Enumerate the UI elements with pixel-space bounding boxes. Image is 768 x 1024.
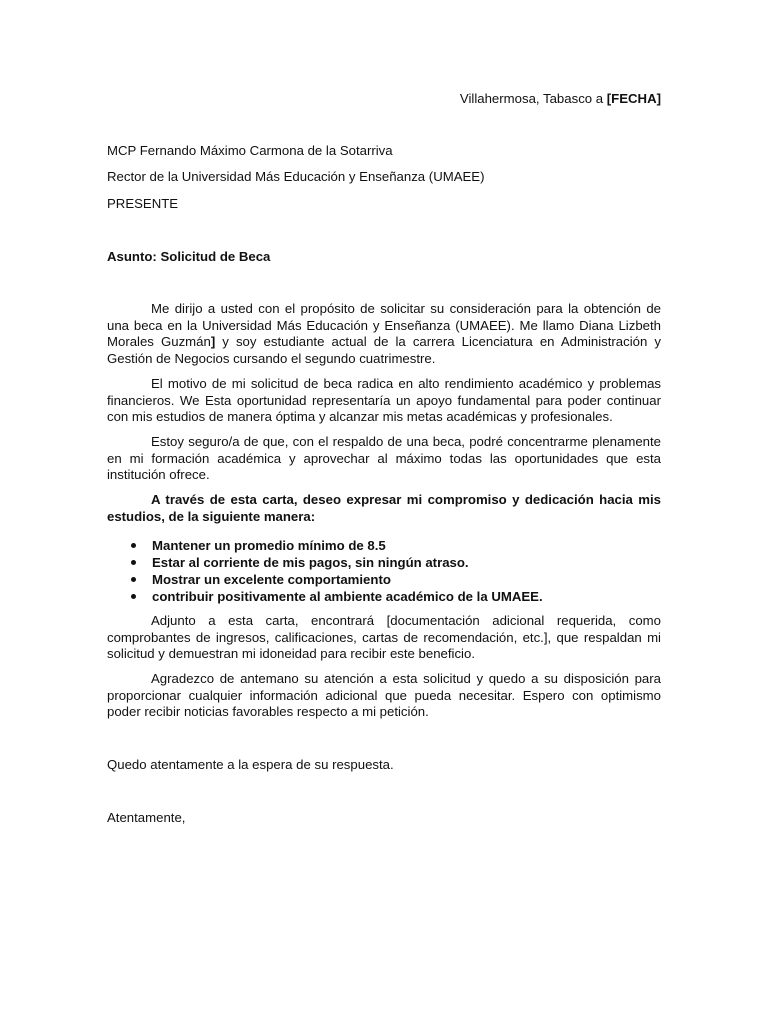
paragraph-seguro-text: Estoy seguro/a de que, con el respaldo de una beca, podré concentrarme plenamente en mi formación académica y aprovechar al máximo todas las oportunidades que esta institución ofrece. [107,434,661,483]
paragraph-agradezco-text: Agradezco de antemano su atención a esta solicitud y quedo a su disposición para proporcionar cualquier información adicional que pueda necesitar. Espero con optimismo poder recibir noticias favorables respecto a mi petición. [107,671,661,720]
paragraph-adjunto-text: Adjunto a esta carta, encontrará [documentación adicional requerida, como comprobantes de ingresos, calificaciones, cartas de recomendación, etc.], que respaldan mi solicitud y demuestran mi idoneidad para recibir este beneficio. [107,613,661,662]
place-date-text: Villahermosa, Tabasco a [459,91,607,106]
bullet-icon [131,594,136,599]
subject-line: Asunto: Solicitud de Beca [107,249,271,264]
paragraph-agradezco [107,671,661,721]
place-date-line [460,91,661,107]
list-item: contribuir positivamente al ambiente académico de la UMAEE. [107,588,661,605]
paragraph-intro-bracket: ] [210,334,216,350]
paragraph-intro-text-b: y soy estudiante actual de la carrera Licenciatura en Administración y Gestión de Negocios cursando el segundo cuatrimestre. [107,334,661,366]
paragraph-intro-text-a: Me dirijo a usted con el propósito de solicitar su consideración para la obtención de una beca en la Universidad Más Educación y Enseñanza (UMAEE). Me llamo Diana Lizbeth Morales Guzmán [107,301,661,350]
date-placeholder: [FECHA] [606,91,661,106]
bullet-icon [131,560,136,565]
recipient-name: MCP Fernando Máximo Carmona de la Sotarriva [107,143,393,158]
paragraph-motivo [107,376,661,426]
closing-line: Quedo atentamente a la espera de su respuesta. [107,757,394,772]
list-item: Mantener un promedio mínimo de 8.5 [107,537,661,554]
recipient-title: Rector de la Universidad Más Educación y Enseñanza (UMAEE) [107,169,485,184]
list-item: Estar al corriente de mis pagos, sin ningún atraso. [107,554,661,571]
paragraph-intro [107,301,661,367]
presente-label: PRESENTE [107,196,179,211]
paragraph-adjunto [107,613,661,663]
bullet-icon [131,577,136,582]
bullet-icon [131,543,136,548]
commitment-list [107,537,661,605]
list-item: Mostrar un excelente comportamiento [107,571,661,588]
paragraph-compromiso [107,492,661,525]
paragraph-motivo-text: El motivo de mi solicitud de beca radica en alto rendimiento académico y problemas financieros. We Esta oportunidad representaría un apoyo fundamental para poder continuar con mis estudios de manera óptima y alcanzar mis metas académicas y profesionales. [107,376,661,425]
paragraph-seguro [107,434,661,484]
paragraph-compromiso-text: A través de esta carta, deseo expresar mi compromiso y dedicación hacia mis estudios, de la siguiente manera: [107,492,661,524]
signoff: Atentamente, [107,810,186,825]
